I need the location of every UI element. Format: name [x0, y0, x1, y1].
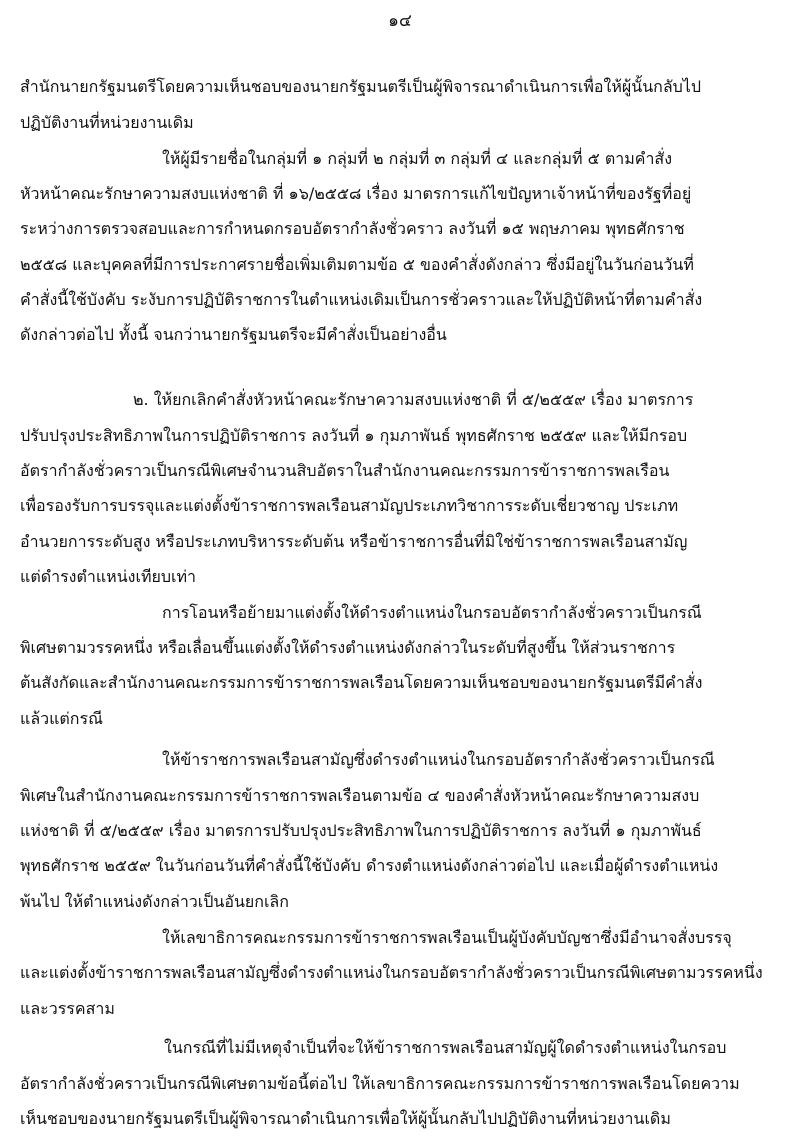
text-line: พิเศษในสำนักงานคณะกรรมการข้าราชการพลเรือนตามข้อ ๔ ของคำสั่งหัวหน้าคณะรักษาความสงบ	[20, 786, 700, 805]
text-line: ๒๕๕๘ และบุคคลที่มีการประกาศรายชื่อเพิ่มเติมตามข้อ ๕ ของคำสั่งดังกล่าว ซึ่งมีอยู่ในวันก่อนวันที่	[20, 255, 694, 274]
text-line: ระหว่างการตรวจสอบและการกำหนดกรอบอัตรากำลังชั่วคราว ลงวันที่ ๑๕ พฤษภาคม พุทธศักราช	[20, 219, 685, 238]
text-line: เพื่อรองรับการบรรจุและแต่งตั้งข้าราชการพลเรือนสามัญประเภทวิชาการระดับเชี่ยวชาญ ประเภท	[20, 496, 679, 515]
text-line: ๒. ให้ยกเลิกคำสั่งหัวหน้าคณะรักษาความสงบแห่งชาติ ที่ ๕/๒๕๕๙ เรื่อง มาตรการ	[133, 390, 694, 409]
page-number: ๑๔	[388, 11, 412, 31]
text-line: คำสั่งนี้ใช้บังคับ ระงับการปฏิบัติราชการในตำแหน่งเดิมเป็นการชั่วคราวและให้ปฏิบัติหน้าที่ตามคำสั่ง	[20, 290, 703, 309]
text-line: หัวหน้าคณะรักษาความสงบแห่งชาติ ที่ ๑๖/๒๕๕๘ เรื่อง มาตรการแก้ไขปัญหาเจ้าหน้าที่ของรัฐที่อยู่	[20, 184, 692, 203]
text-line: และวรรคสาม	[20, 999, 115, 1018]
text-line: ให้ข้าราชการพลเรือนสามัญซึ่งดำรงตำแหน่งในกรอบอัตรากำลังชั่วคราวเป็นกรณี	[162, 750, 715, 769]
text-line: แต่ดำรงตำแหน่งเทียบเท่า	[20, 567, 197, 586]
text-line: พุทธศักราช ๒๕๕๙ ในวันก่อนวันที่คำสั่งนี้ใช้บังคับ ดำรงตำแหน่งดังกล่าวต่อไป และเมื่อผู้ดำรงตำแหน่ง	[20, 856, 719, 875]
text-line: อัตรากำลังชั่วคราวเป็นกรณีพิเศษตามข้อนี้ต่อไป ให้เลขาธิการคณะกรรมการข้าราชการพลเรือนโดยความ	[20, 1074, 740, 1093]
text-line: พ้นไป ให้ตำแหน่งดังกล่าวเป็นอันยกเลิก	[20, 892, 289, 911]
text-line: เห็นชอบของนายกรัฐมนตรีเป็นผู้พิจารณาดำเนินการเพื่อให้ผู้นั้นกลับไปปฏิบัติงานที่หน่วยงานเดิม	[20, 1109, 671, 1128]
text-line: ดังกล่าวต่อไป ทั้งนี้ จนกว่านายกรัฐมนตรีจะมีคำสั่งเป็นอย่างอื่น	[20, 325, 447, 344]
text-line: ปฏิบัติงานที่หน่วยงานเดิม	[20, 113, 194, 132]
text-line: ให้ผู้มีรายชื่อในกลุ่มที่ ๑ กลุ่มที่ ๒ กลุ่มที่ ๓ กลุ่มที่ ๔ และกลุ่มที่ ๕ ตามคำสั่ง	[162, 149, 672, 168]
text-line: อัตรากำลังชั่วคราวเป็นกรณีพิเศษจำนวนสิบอัตราในสำนักงานคณะกรรมการข้าราชการพลเรือน	[20, 461, 670, 480]
text-line: การโอนหรือย้ายมาแต่งตั้งให้ดำรงตำแหน่งในกรอบอัตรากำลังชั่วคราวเป็นกรณี	[162, 603, 702, 622]
text-line: พิเศษตามวรรคหนึ่ง หรือเลื่อนขึ้นแต่งตั้งให้ดำรงตำแหน่งดังกล่าวในระดับที่สูงขึ้น ให้ส่วนราชการ	[20, 638, 676, 657]
text-line: ให้เลขาธิการคณะกรรมการข้าราชการพลเรือนเป็นผู้บังคับบัญชาซึ่งมีอำนาจสั่งบรรจุ	[162, 928, 732, 947]
text-line: อำนวยการระดับสูง หรือประเภทบริหารระดับต้น หรือข้าราชการอื่นที่มิใช่ข้าราชการพลเรือนสามัญ	[20, 532, 688, 551]
text-line: ต้นสังกัดและสำนักงานคณะกรรมการข้าราชการพลเรือนโดยความเห็นชอบของนายกรัฐมนตรีมีคำสั่ง	[20, 673, 703, 692]
text-line: แล้วแต่กรณี	[20, 709, 103, 728]
text-line: ในกรณีที่ไม่มีเหตุจำเป็นที่จะให้ข้าราชการพลเรือนสามัญผู้ใดดำรงตำแหน่งในกรอบ	[164, 1038, 727, 1057]
text-line: ปรับปรุงประสิทธิภาพในการปฏิบัติราชการ ลงวันที่ ๑ กุมภาพันธ์ พุทธศักราช ๒๕๕๙ และให้มีกรอบ	[20, 426, 688, 445]
text-line: แห่งชาติ ที่ ๕/๒๕๕๙ เรื่อง มาตรการปรับปรุงประสิทธิภาพในการปฏิบัติราชการ ลงวันที่ ๑ กุมภาพันธ์	[20, 821, 702, 840]
text-line: และแต่งตั้งข้าราชการพลเรือนสามัญซึ่งดำรงตำแหน่งในกรอบอัตรากำลังชั่วคราวเป็นกรณีพิเศษตามวรรคหนึ่ง	[20, 963, 763, 982]
text-line: สำนักนายกรัฐมนตรีโดยความเห็นชอบของนายกรัฐมนตรีเป็นผู้พิจารณาดำเนินการเพื่อให้ผู้นั้นกลับไป	[20, 77, 701, 96]
